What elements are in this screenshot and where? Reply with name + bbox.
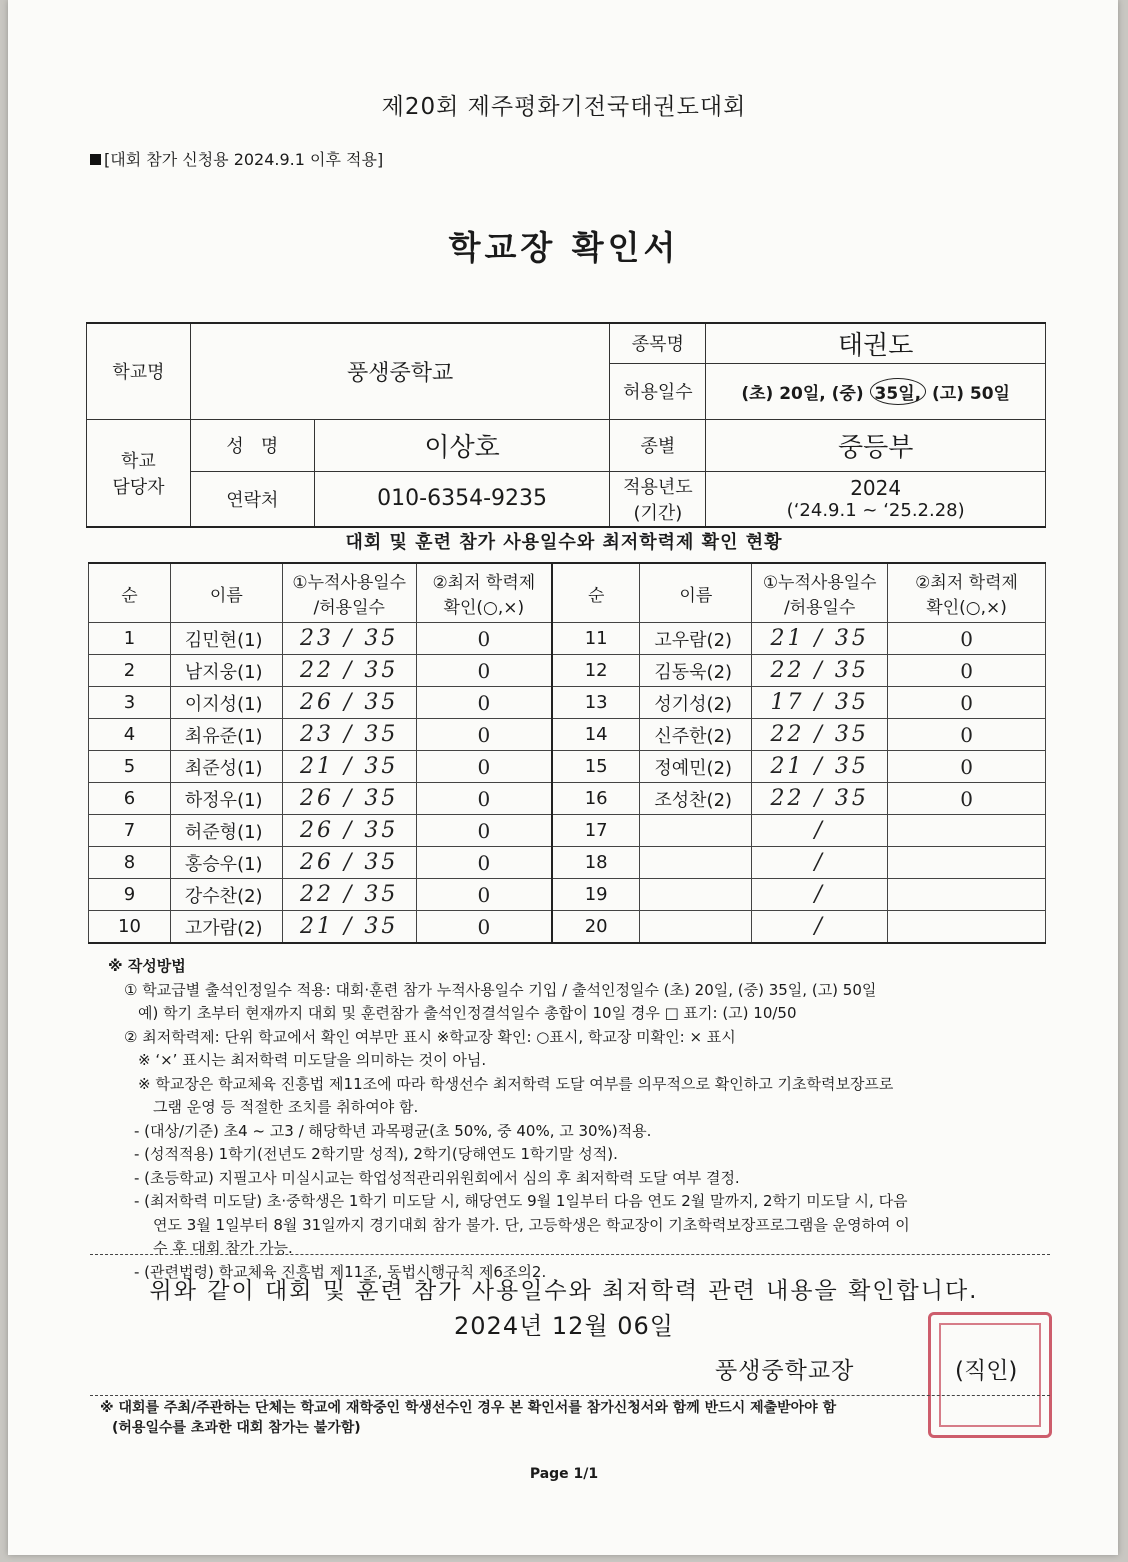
roster-check-cell: [888, 879, 1046, 911]
roster-name-cell: 허준형(1): [170, 815, 282, 847]
staff-name-label: 성 명: [190, 419, 314, 471]
roster-no-cell: 6: [89, 783, 171, 815]
roster-no-cell: 2: [89, 655, 171, 687]
square-bullet-icon: [90, 154, 101, 165]
col-check-right-2: 확인(○,×): [926, 598, 1007, 618]
roster-no-cell: 4: [89, 719, 171, 751]
roster-name-cell: 남지웅(1): [170, 655, 282, 687]
sport-value: 태권도: [706, 323, 1046, 363]
table-row: [89, 815, 1046, 847]
roster-check-cell: 0: [416, 751, 552, 783]
confirmation-statement: 위와 같이 대회 및 훈련 참가 사용일수와 최저학력 관련 내용을 확인합니다.: [149, 1278, 979, 1304]
principal-title: 풍생중학교장: [715, 1358, 855, 1384]
roster-days-cell: /: [752, 847, 888, 879]
table-row: [89, 655, 1046, 687]
roster-days-cell: 21 / 35: [282, 751, 416, 783]
roster-no-cell: 11: [552, 623, 640, 655]
roster-days-cell: 26 / 35: [282, 815, 416, 847]
instruction-line: ※ ‘×’ 표시는 최저학력 미도달을 의미하는 것이 아님.: [138, 1051, 487, 1069]
period: (‘24.9.1 ~ ‘25.2.28): [786, 500, 965, 522]
roster-name-cell: [640, 815, 752, 847]
allowed-days-value: [706, 363, 1046, 419]
division-value: 중등부: [706, 419, 1046, 471]
roster-no-cell: 1: [89, 623, 171, 655]
instructions: [108, 955, 1008, 1284]
staff-name: 이상호: [314, 419, 610, 471]
instruction-line: - (관련법령) 학교체육 진흥법 제11조, 동법시행규칙 제6조의2.: [134, 1262, 547, 1281]
table-row: [89, 751, 1046, 783]
seal-mark-label: (직인): [955, 1358, 1018, 1384]
allowed-days-middle-circled: 35일,: [870, 378, 927, 405]
division-label: 종별: [610, 419, 706, 471]
year: 2024: [850, 476, 902, 501]
roster-days-cell: 21 / 35: [752, 623, 888, 655]
sport-label: 종목명: [610, 323, 706, 363]
roster-no-cell: 10: [89, 911, 171, 944]
roster-check-cell: 0: [416, 879, 552, 911]
col-name: 이름: [170, 563, 282, 623]
instruction-line: 그램 운영 등 적절한 조치를 취하여야 함.: [153, 1098, 419, 1116]
roster-no-cell: 17: [552, 815, 640, 847]
table-row: [89, 623, 1046, 655]
staff-label-1: 학교: [121, 450, 156, 472]
col-check-1: ②최저 학력제: [432, 573, 536, 593]
roster-name-cell: 하정우(1): [170, 783, 282, 815]
roster-table: [88, 562, 1046, 944]
table-row: [89, 879, 1046, 911]
col-days-right-1: ①누적사용일수: [762, 573, 877, 593]
roster-no-cell: 19: [552, 879, 640, 911]
col-no-right: 순: [552, 563, 640, 623]
instruction-line: ① 학교급별 출석인정일수 적용: 대회·훈련 참가 누적사용일수 기입 / 출석인정일수 (초) 20일, (중) 35일, (고) 50일: [124, 980, 877, 999]
roster-no-cell: 20: [552, 911, 640, 944]
col-days: [282, 563, 416, 623]
col-days-2: /허용일수: [313, 598, 385, 618]
usage-note: [90, 147, 383, 170]
roster-no-cell: 12: [552, 655, 640, 687]
roster-check-cell: [888, 815, 1046, 847]
roster-name-cell: 최유준(1): [170, 719, 282, 751]
instruction-line: - (최저학력 미도달) 초·중학생은 1학기 미도달 시, 해당연도 9월 1일부터 다음 연도 2월 말까지, 2학기 미도달 시, 다음: [134, 1192, 908, 1210]
footnote-line-2: (허용일수를 초과한 대회 참가는 불가함): [112, 1420, 361, 1436]
instruction-line: - (초등학교) 지필고사 미실시교는 학업성적관리위원회에서 심의 후 최저학력 도달 여부 결정.: [134, 1168, 740, 1187]
roster-check-cell: 0: [888, 623, 1046, 655]
roster-name-cell: [640, 911, 752, 944]
roster-days-cell: 22 / 35: [752, 655, 888, 687]
table-row: [89, 783, 1046, 815]
roster-no-cell: 7: [89, 815, 171, 847]
roster-check-cell: 0: [888, 655, 1046, 687]
roster-days-cell: 22 / 35: [752, 719, 888, 751]
col-check: [416, 563, 552, 623]
instruction-line: - (성적적용) 1학기(전년도 2학기말 성적), 2학기(당해연도 1학기말 성적).: [134, 1145, 618, 1163]
roster-check-cell: 0: [416, 655, 552, 687]
roster-no-cell: 9: [89, 879, 171, 911]
roster-check-cell: [888, 847, 1046, 879]
col-days-right: [752, 563, 888, 623]
roster-name-cell: 김동욱(2): [640, 655, 752, 687]
year-label-2: (기간): [633, 502, 683, 524]
footnote-line-1: ※ 대회를 주최/주관하는 단체는 학교에 재학중인 학생선수인 경우 본 확인서를 참가신청서와 함께 반드시 제출받아야 함: [100, 1400, 837, 1416]
roster-days-cell: 17 / 35: [752, 687, 888, 719]
roster-no-cell: 14: [552, 719, 640, 751]
school-name: 풍생중학교: [190, 323, 610, 419]
roster-check-cell: 0: [416, 847, 552, 879]
roster-check-cell: 0: [888, 783, 1046, 815]
roster-check-cell: 0: [416, 719, 552, 751]
roster-days-cell: /: [752, 911, 888, 944]
instruction-line: ② 최저학력제: 단위 학교에서 확인 여부만 표시 ※학교장 확인: ○표시, 학교장 미확인: × 표시: [124, 1027, 736, 1046]
roster-name-cell: [640, 847, 752, 879]
roster-check-cell: 0: [888, 719, 1046, 751]
roster-check-cell: 0: [416, 623, 552, 655]
instruction-line: 예) 학기 초부터 현재까지 대회 및 훈련참가 출석인정결석일수 총합이 10일 경우 □ 표기: (고) 10/50: [138, 1004, 797, 1022]
roster-name-cell: 이지성(1): [170, 687, 282, 719]
status-title: 대회 및 훈련 참가 사용일수와 최저학력제 확인 현황: [345, 532, 783, 553]
instruction-line: 수 후 대회 참가 가능.: [153, 1239, 293, 1257]
document-title: 학교장 확인서: [448, 228, 680, 267]
roster-name-cell: [640, 879, 752, 911]
contact-label: 연락처: [190, 471, 314, 527]
col-check-right: [888, 563, 1046, 623]
instructions-heading: ※ 작성방법: [108, 957, 186, 975]
instruction-line: 연도 3월 1일부터 8월 31일까지 경기대회 참가 불가. 단, 고등학생은 학교장이 기초학력보장프로그램을 운영하여 이: [153, 1215, 910, 1234]
roster-name-cell: 고우람(2): [640, 623, 752, 655]
roster-no-cell: 5: [89, 751, 171, 783]
roster-no-cell: 16: [552, 783, 640, 815]
info-table: [86, 322, 1046, 528]
allowed-days-high: (고) 50일: [932, 383, 1010, 404]
event-title: 제20회 제주평화기전국태권도대회: [381, 94, 747, 120]
roster-no-cell: 3: [89, 687, 171, 719]
roster-check-cell: 0: [888, 751, 1046, 783]
instruction-line: - (대상/기준) 초4 ~ 고3 / 해당학년 과목평균(초 50%, 중 40%, 고 30%)적용.: [134, 1121, 652, 1140]
roster-days-cell: 26 / 35: [282, 783, 416, 815]
roster-days-cell: /: [752, 879, 888, 911]
table-row: [89, 687, 1046, 719]
staff-label-2: 담당자: [112, 476, 165, 498]
page-number: Page 1/1: [529, 1466, 599, 1482]
roster-check-cell: 0: [416, 687, 552, 719]
roster-body: [89, 623, 1046, 944]
table-row: [89, 847, 1046, 879]
roster-no-cell: 18: [552, 847, 640, 879]
roster-days-cell: 26 / 35: [282, 687, 416, 719]
roster-check-cell: 0: [416, 815, 552, 847]
allowed-days-label: 허용일수: [610, 363, 706, 419]
roster-name-cell: 최준성(1): [170, 751, 282, 783]
roster-no-cell: 13: [552, 687, 640, 719]
roster-name-cell: 홍승우(1): [170, 847, 282, 879]
roster-days-cell: /: [752, 815, 888, 847]
roster-days-cell: 23 / 35: [282, 623, 416, 655]
col-days-1: ①누적사용일수: [292, 573, 407, 593]
year-label-1: 적용년도: [623, 476, 693, 498]
roster-name-cell: 성기성(2): [640, 687, 752, 719]
divider: [90, 1395, 1050, 1396]
contact-number: 010-6354-9235: [314, 471, 610, 527]
roster-days-cell: 23 / 35: [282, 719, 416, 751]
year-label: [610, 471, 706, 527]
instruction-line: ※ 학교장은 학교체육 진흥법 제11조에 따라 학생선수 최저학력 도달 여부를 의무적으로 확인하고 기초학력보장프로: [138, 1074, 894, 1093]
roster-days-cell: 26 / 35: [282, 847, 416, 879]
roster-check-cell: 0: [888, 687, 1046, 719]
col-days-right-2: /허용일수: [783, 598, 856, 618]
roster-name-cell: 조성찬(2): [640, 783, 752, 815]
table-row: [89, 911, 1046, 944]
table-row: [89, 719, 1046, 751]
roster-check-cell: [888, 911, 1046, 944]
roster-name-cell: 고가람(2): [170, 911, 282, 944]
roster-name-cell: 정예민(2): [640, 751, 752, 783]
confirmation-date: 2024년 12월 06일: [454, 1312, 674, 1340]
roster-name-cell: 신주한(2): [640, 719, 752, 751]
roster-no-cell: 8: [89, 847, 171, 879]
col-name-right: 이름: [640, 563, 752, 623]
school-label: 학교명: [87, 323, 191, 419]
roster-check-cell: 0: [416, 783, 552, 815]
col-check-2: 확인(○,×): [443, 598, 525, 618]
year-value: [706, 471, 1046, 527]
roster-check-cell: 0: [416, 911, 552, 944]
staff-label: [87, 419, 191, 527]
usage-note-text: [대회 참가 신청용 2024.9.1 이후 적용]: [104, 150, 384, 169]
roster-name-cell: 김민현(1): [170, 623, 282, 655]
roster-name-cell: 강수찬(2): [170, 879, 282, 911]
roster-days-cell: 22 / 35: [752, 783, 888, 815]
roster-days-cell: 21 / 35: [282, 911, 416, 944]
col-no: 순: [89, 563, 171, 623]
roster-no-cell: 15: [552, 751, 640, 783]
footnote: [100, 1398, 1060, 1438]
col-check-right-1: ②최저 학력제: [915, 573, 1018, 593]
roster-days-cell: 21 / 35: [752, 751, 888, 783]
roster-days-cell: 22 / 35: [282, 655, 416, 687]
divider: [90, 1254, 1050, 1255]
allowed-days-elem: (초) 20일, (중): [741, 383, 864, 404]
roster-days-cell: 22 / 35: [282, 879, 416, 911]
